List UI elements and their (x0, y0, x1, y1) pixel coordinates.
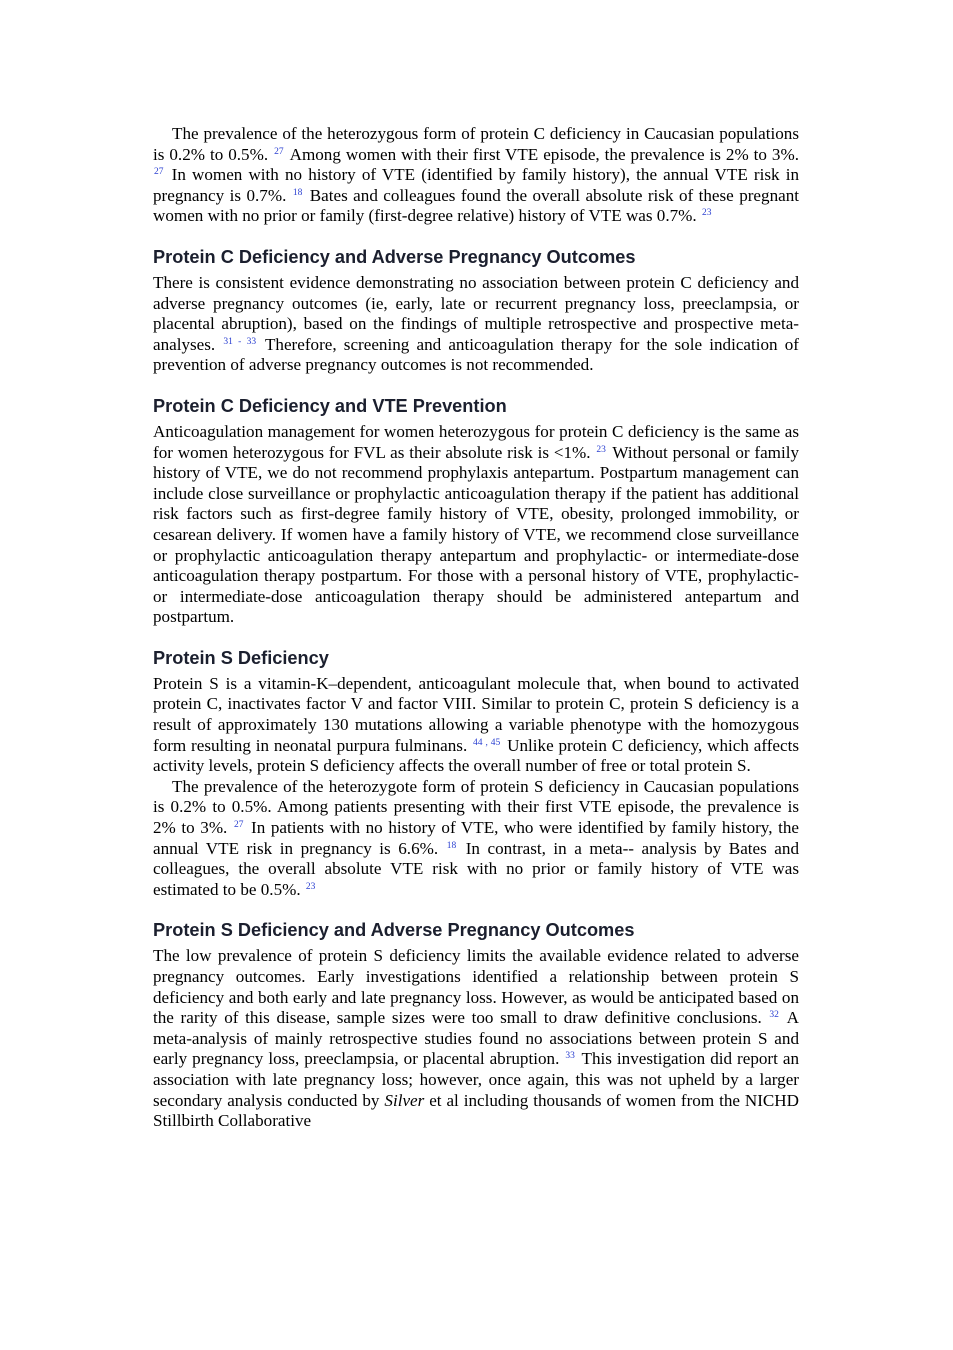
paragraph-text: Protein S is a vitamin-K–dependent, anticoagulant molecule that, when bound to activated protein C, inactivates factor V and factor VIII. Similar to protein C, protein S deficiency is a result of approximately 130 mutations allowing a variable phenotype with the homozygous form resulting in neonatal purpura fulminans. (153, 673, 799, 755)
paragraph-text: Without personal or family history of VTE, we do not recommend prophylaxis antepartum. Postpartum management can include close surveillance or prophylactic anticoagulation therapy if the patient has additional risk factors such as first-degree family history of VTE, obesity, prolonged immobility, or cesarean delivery. If women have a family history of VTE, we recommend close surveillance or prophylactic anticoagulation therapy antepartum and prophylactic- or intermediate-dose anticoagulation therapy postpartum. For those with a personal history of VTE, prophylactic- or intermediate-dose anticoagulation therapy should be administered antepartum and postpartum. (153, 442, 800, 627)
section-spacer (153, 628, 799, 647)
paragraph-text: The low prevalence of protein S deficiency limits the available evidence related to adverse pregnancy outcomes. Early investigations identified a relationship between protein S deficiency and both early and late pregnancy loss. However, as would be anticipated based on the rarity of this disease, sample sizes were too small to draw definitive conclusions. (153, 946, 799, 1028)
section-spacer (153, 376, 799, 395)
citation-link[interactable]: 27 (274, 146, 284, 157)
paragraph-text: Unlike protein C deficiency, which affects activity levels, protein S deficiency affects the overall number of free or total protein S. (153, 735, 799, 776)
paragraph-text: Anticoagulation management for women heterozygous for protein C deficiency is the same as for women heterozygous for FVL as their absolute risk is <1%. (153, 421, 799, 462)
body-paragraph (153, 777, 799, 901)
paragraph-text: Therefore, screening and anticoagulation therapy for the sole indication of prevention of adverse pregnancy outcomes is not recommended. (153, 334, 799, 375)
paragraph-text: In women with no history of VTE (identified by family history), the annual VTE risk in pregnancy is 0.7%. (153, 165, 799, 205)
citation-link[interactable]: 18 (292, 187, 303, 198)
paragraph-text: In contrast, in a meta-- analysis by Bates and colleagues, the overall absolute VTE risk with no prior or family history of VTE was estimated to be 0.5%. (153, 838, 799, 899)
paragraph-text: Among women with their first VTE episode, the prevalence is 2% to 3%. (285, 144, 799, 164)
section-heading: Protein C Deficiency and VTE Prevention (153, 395, 507, 416)
paragraph-text: In patients with no history of VTE, who were identified by family history, the annual VTE risk in pregnancy is 6.6%. (153, 818, 799, 858)
paragraph-text: et al including thousands of women from the NICHD Stillbirth Collaborative (153, 1090, 799, 1131)
citation-link[interactable]: 31 - 33 (223, 336, 257, 347)
body-paragraph (153, 422, 799, 628)
paragraph-text: The prevalence of the heterozygous form of protein C deficiency in Caucasian populations is 0.2% to 0.5%. (153, 124, 799, 164)
section-spacer (153, 900, 799, 919)
paragraph-text: This investigation did report an association with late pregnancy loss; however, once again, this was not upheld by a larger secondary analysis conducted by (153, 1049, 799, 1110)
document-page (153, 124, 799, 1132)
body-paragraph (153, 946, 799, 1131)
citation-link[interactable]: 23 (701, 208, 712, 219)
section-heading: Protein C Deficiency and Adverse Pregnancy Outcomes (153, 246, 636, 267)
paragraph-text: Bates and colleagues found the overall absolute risk of these pregnant women with no prior or family (first-degree relative) history of VTE was 0.7%. (153, 185, 799, 226)
paragraph-text: A meta-analysis of mainly retrospective studies found no associations between protein S and early pregnancy loss, preeclampsia, or placental abruption. (153, 1008, 799, 1069)
section-spacer (153, 227, 799, 246)
paragraph-text: The prevalence of the heterozygote form of protein S deficiency in Caucasian populations is 0.2% to 0.5%. Among patients presenting with their first VTE episode, the prevalence is 2% to 3%. (153, 776, 799, 838)
body-paragraph (153, 124, 799, 227)
citation-link[interactable]: 33 (565, 1051, 575, 1062)
citation-link[interactable]: 44 , 45 (473, 737, 501, 748)
section-heading: Protein S Deficiency and Adverse Pregnancy Outcomes (153, 920, 635, 941)
citation-link[interactable]: 32 (769, 1010, 779, 1021)
citation-link[interactable]: 23 (596, 444, 606, 455)
paragraph-text: There is consistent evidence demonstrating no association between protein C deficiency and adverse pregnancy outcomes (ie, early, late or recurrent pregnancy loss, preeclampsia, or placental abruption), based on the findings of multiple retrospective and prospective meta-analyses. (153, 272, 799, 354)
section-heading: Protein S Deficiency (153, 647, 329, 668)
citation-link[interactable]: 18 (446, 840, 457, 851)
citation-link[interactable]: 23 (305, 881, 316, 892)
body-paragraph (153, 674, 799, 777)
body-paragraph (153, 273, 799, 376)
citation-link[interactable]: 27 (233, 820, 244, 831)
author-name-italic: Silver (384, 1090, 425, 1110)
citation-link[interactable]: 27 (154, 167, 164, 178)
